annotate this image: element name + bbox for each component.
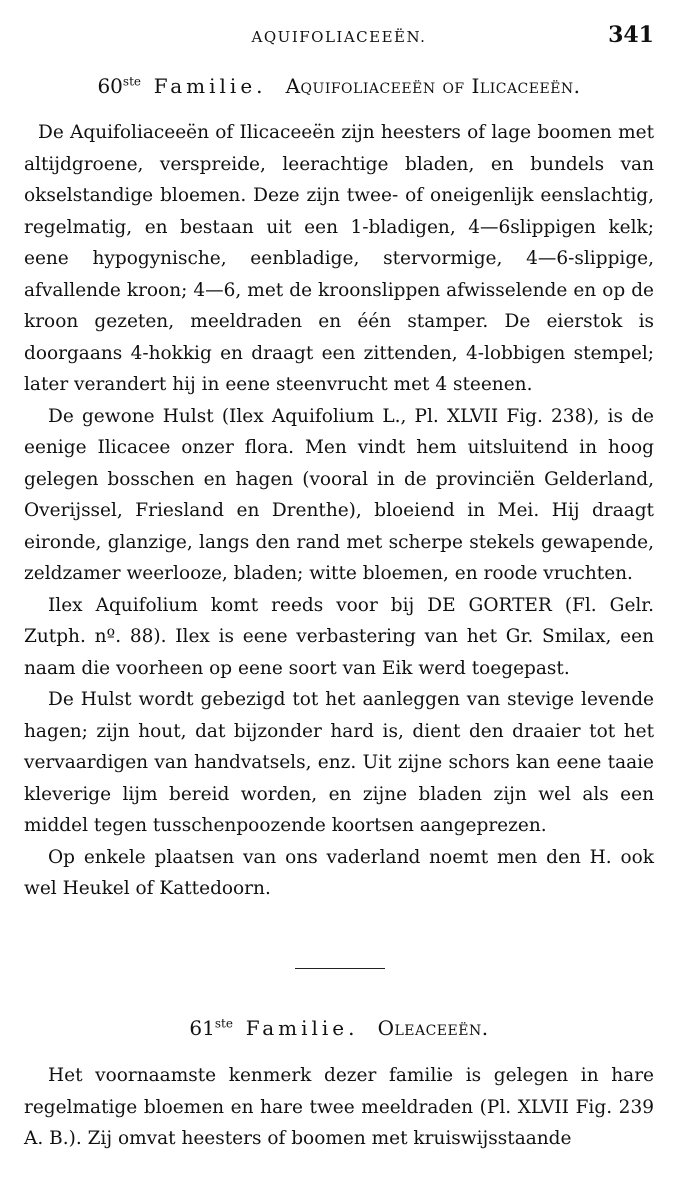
section-divider (295, 968, 385, 969)
family-number-suffix: ste (122, 74, 141, 89)
section-aquifoliaceae (24, 117, 654, 905)
family-number: 61 (189, 1016, 215, 1040)
family-number-suffix: ste (214, 1016, 233, 1031)
running-title: AQUIFOLIACEEËN. (251, 28, 427, 46)
paragraph: De gewone Hulst (Ilex Aquifolium L., Pl. XLVII Fig. 238), is de eenige Ilicacee onzer flora. Men vindt hem uitsluitend in hoog gelegen bosschen en hagen (vooral in de provinciën Gelderland, Overijssel, Friesland en Drenthe), bloeiend in Mei. Hij draagt eironde, glanzige, langs den rand met scherpe stekels gewapende, zeldzamer weerlooze, bladen; witte bloemen, en roode vruchten. (24, 405, 654, 584)
family-number: 60 (97, 74, 123, 98)
section-oleaceae (24, 1060, 654, 1155)
paragraph: De Hulst wordt gebezigd tot het aanleggen van stevige levende hagen; zijn hout, dat bijzonder hard is, dient den draaier tot het vervaardigen van handvatsels, enz. Uit zijne schors kan eene taaie kleverige lijm bereid worden, en zijne bladen zijn wel als een middel tegen tusschenpoozende koortsen aangeprezen. (24, 689, 654, 836)
family-word: Familie. (245, 1016, 359, 1040)
paragraph: Op enkele plaatsen van ons vaderland noemt men den H. ook wel Heukel of Kattedoorn. (24, 846, 654, 899)
family-word: Familie. (153, 74, 267, 98)
paragraph: Ilex Aquifolium komt reeds voor bij DE GORTER (Fl. Gelr. Zutph. nº. 88). Ilex is eene verbastering van het Gr. Smilax, een naam die voorheen op eene soort van Eik werd toegepast. (24, 594, 654, 679)
page-header (24, 22, 654, 52)
family-name: Oleaceeën. (377, 1016, 489, 1040)
family-heading-60 (0, 74, 678, 98)
family-heading-61 (0, 1016, 678, 1040)
paragraph: De Aquifoliaceeën of Ilicaceeën zijn heesters of lage boomen met altijdgroene, verspreide, leerachtige bladen, en bundels van okselstandige bloemen. Deze zijn twee- of oneigenlijk eenslachtig, regelmatig, en bestaan uit een 1-bladigen, 4—6slippigen kelk; eene hypogynische, eenbladige, stervormige, 4—6-slippige, afvallende kroon; 4—6, met de kroonslippen afwisselende en op de kroon gezeten, meeldraden en één stamper. De eierstok is doorgaans 4-hokkig en draagt een zittenden, 4-lobbigen stempel; later verandert hij in eene steenvrucht met 4 steenen. (24, 122, 654, 395)
page-number: 341 (608, 22, 654, 48)
paragraph: Het voornaamste kenmerk dezer familie is gelegen in hare regelmatige bloemen en hare twee meeldraden (Pl. XLVII Fig. 239 A. B.). Zij omvat heesters of boomen met kruiswijsstaande (24, 1065, 654, 1149)
family-name: Aquifoliaceeën of Ilicaceeën. (285, 74, 581, 98)
